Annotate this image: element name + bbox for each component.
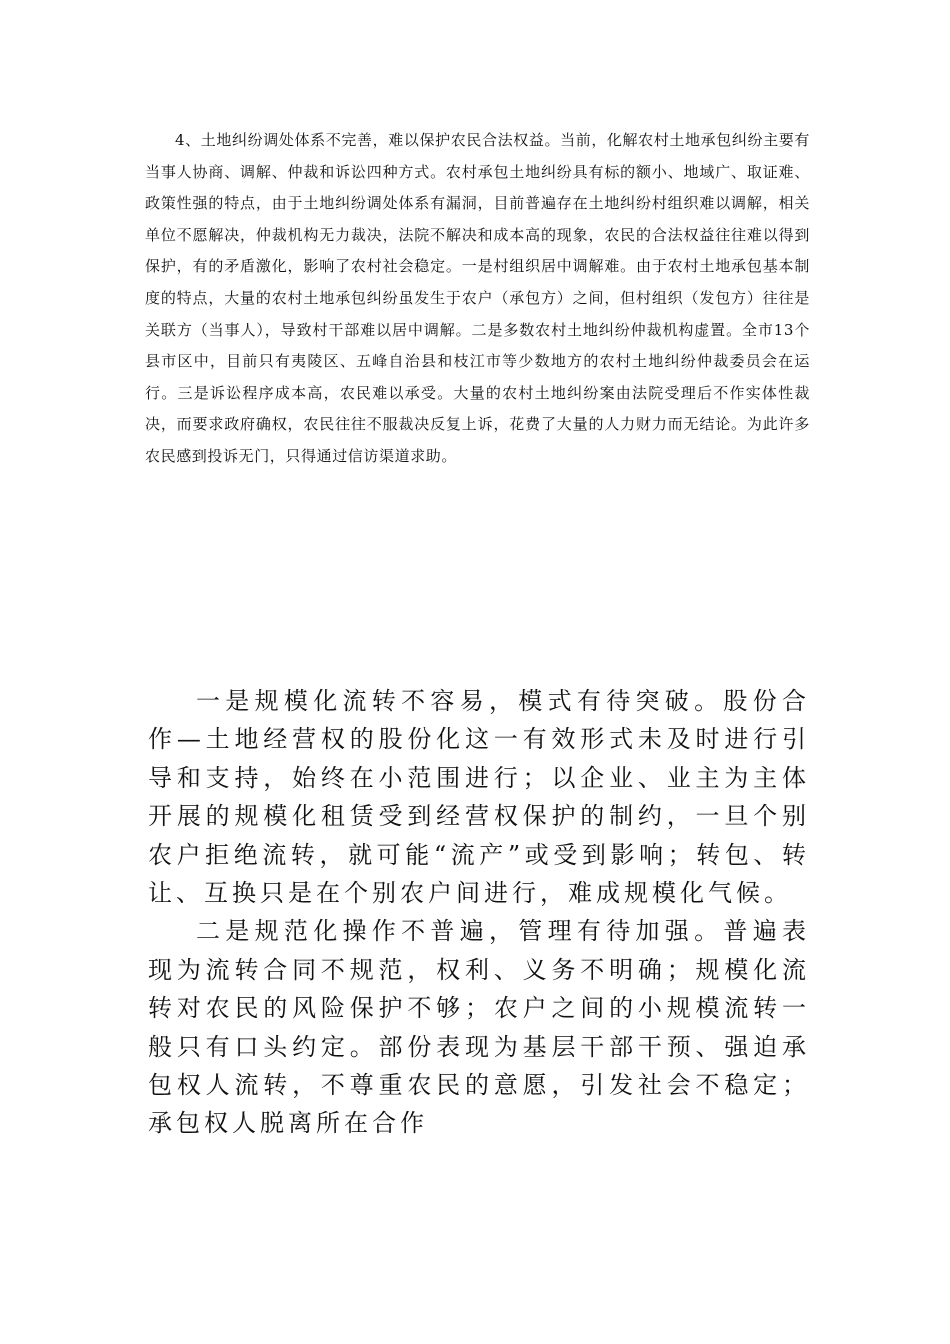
scale-transfer-paragraph: 一是规模化流转不容易，模式有待突破。股份合作—土地经营权的股份化这一有效形式未及时进行引导和支持，始终在小范围进行；以企业、业主为主体开展的规模化租赁受到经营权保护的制约，一旦个别农户拒绝流转，就可能“流产”或受到影响；转包、转让、互换只是在个别农户间进行，难成规模化气候。	[148, 687, 810, 908]
land-dispute-section	[145, 125, 810, 473]
land-transfer-section	[148, 682, 810, 1143]
land-dispute-paragraph: 4、土地纠纷调处体系不完善，难以保护农民合法权益。当前，化解农村土地承包纠纷主要有当事人协商、调解、仲裁和诉讼四种方式。农村承包土地纠纷具有标的额小、地域广、取证难、政策性强的特点，由于土地纠纷调处体系有漏洞，目前普遍存在土地纠纷村组织难以调解，相关单位不愿解决，仲裁机构无力裁决，法院不解决和成本高的现象，农民的合法权益往往难以得到保护，有的矛盾激化，影响了农村社会稳定。一是村组织居中调解难。由于农村土地承包基本制度的特点，大量的农村土地承包纠纷虽发生于农户（承包方）之间，但村组织（发包方）往往是关联方（当事人），导致村干部难以居中调解。二是多数农村土地纠纷仲裁机构虚置。全市13个县市区中，目前只有夷陵区、五峰自治县和枝江市等少数地方的农村土地纠纷仲裁委员会在运行。三是诉讼程序成本高，农民难以承受。大量的农村土地纠纷案由法院受理后不作实体性裁决，而要求政府确权，农民往往不服裁决反复上诉，花费了大量的人力财力而无结论。为此许多农民感到投诉无门，只得通过信访渠道求助。	[145, 131, 810, 465]
standardized-operation-paragraph: 二是规范化操作不普遍，管理有待加强。普遍表现为流转合同不规范，权利、义务不明确；规模化流转对农民的风险保护不够；农户之间的小规模流转一般只有口头约定。部份表现为基层干部干预、强迫承包权人流转，不尊重农民的意愿，引发社会不稳定；承包权人脱离所在合作	[148, 917, 810, 1138]
